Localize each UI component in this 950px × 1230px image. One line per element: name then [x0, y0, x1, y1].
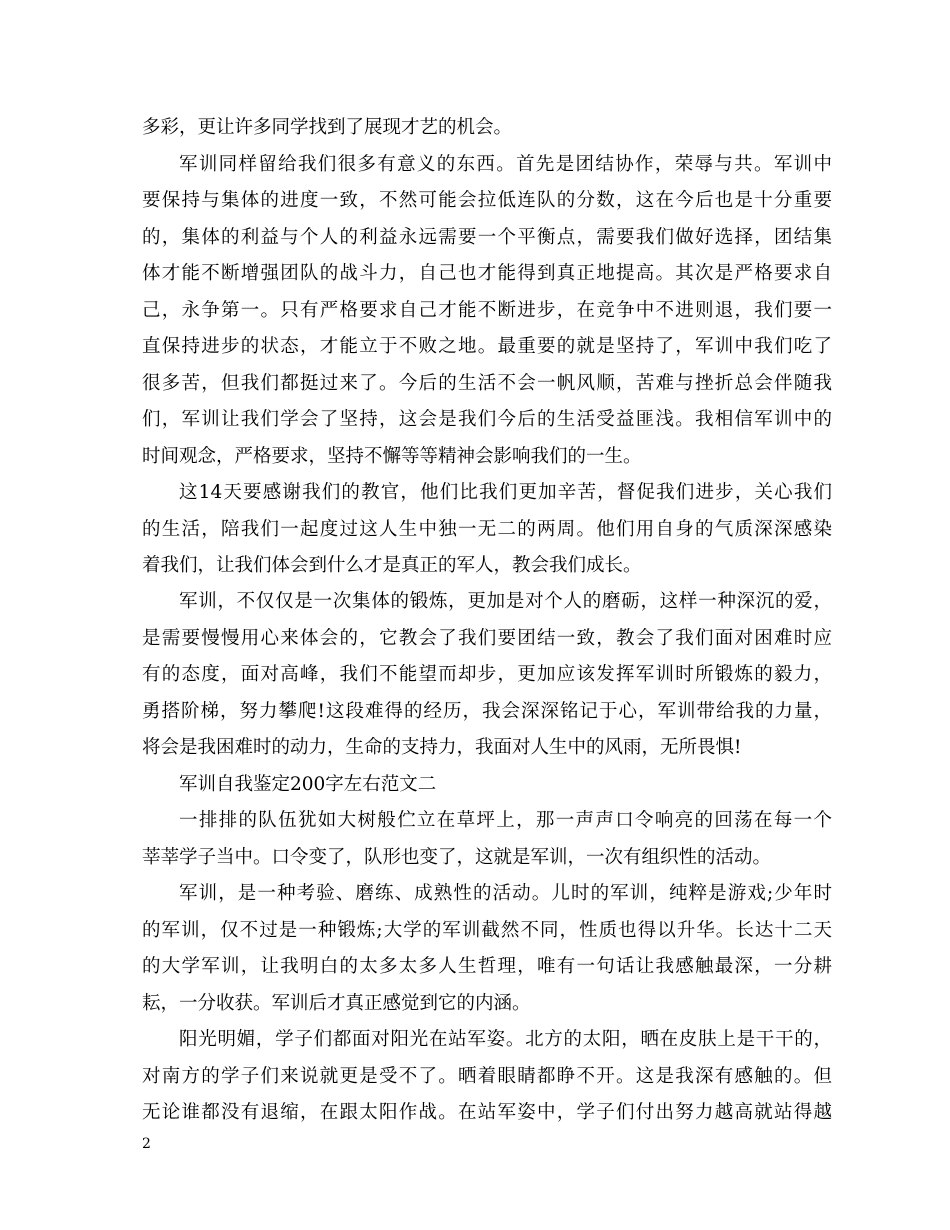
text-line: 的生活，陪我们一起度过这人生中独一无二的两周。他们用自身的气质深深感染: [142, 519, 832, 540]
text-line: 一排排的队伍犹如大树般伫立在草坪上，那一声声口令响亮的回荡在每一个: [179, 810, 832, 831]
text-line: 的大学军训，让我明白的太多太多人生哲理，唯有一句话让我感触最深，一分耕: [142, 956, 832, 977]
text-line: 体才能不断增强团队的战斗力，自己也才能得到真正地提高。其次是严格要求自: [142, 263, 832, 284]
text-line: 要保持与集体的进度一致，不然可能会拉低连队的分数，这在今后也是十分重要: [142, 190, 832, 211]
text-line: 是需要慢慢用心来体会的，它教会了我们要团结一致，教会了我们面对困难时应: [142, 628, 832, 649]
text-line: 无论谁都没有退缩，在跟太阳作战。在站军姿中，学子们付出努力越高就站得越: [142, 1102, 832, 1123]
text-line: 着我们，让我们体会到什么才是真正的军人，教会我们成长。: [142, 555, 642, 576]
text-line: 勇搭阶梯，努力攀爬!这段难得的经历，我会深深铭记于心，军训带给我的力量，: [142, 701, 832, 722]
text-line: 多彩，更让许多同学找到了展现才艺的机会。: [142, 117, 513, 138]
text-line: 有的态度，面对高峰，我们不能望而却步，更加应该发挥军训时所锻炼的毅力，: [142, 664, 832, 685]
text-line: 们，军训让我们学会了坚持，这会是我们今后的生活受益匪浅。我相信军训中的: [142, 409, 832, 430]
text-line: 己，永争第一。只有严格要求自己才能不断进步，在竞争中不进则退，我们要一: [142, 300, 832, 321]
text-line: 军训，不仅仅是一次集体的锻炼，更加是对个人的磨砺，这样一种深沉的爱，: [179, 591, 832, 612]
section-heading: 军训自我鉴定200字左右范文二: [179, 774, 437, 795]
text-line: 军训，是一种考验、磨练、成熟性的活动。儿时的军训，纯粹是游戏;少年时: [179, 883, 832, 904]
text-line: 阳光明媚，学子们都面对阳光在站军姿。北方的太阳，晒在皮肤上是干干的，: [179, 1029, 832, 1050]
text-line: 时间观念，严格要求，坚持不懈等等精神会影响我们的一生。: [142, 446, 642, 467]
page-number: 2: [142, 1136, 151, 1152]
text-line: 耘，一分收获。军训后才真正感觉到它的内涵。: [142, 993, 531, 1014]
text-line: 的，集体的利益与个人的利益永远需要一个平衡点，需要我们做好选择，团结集: [142, 227, 832, 248]
text-line: 将会是我困难时的动力，生命的支持力，我面对人生中的风雨，无所畏惧!: [142, 737, 742, 758]
text-line: 军训同样留给我们很多有意义的东西。首先是团结协作，荣辱与共。军训中: [179, 154, 832, 175]
text-line: 这14天要感谢我们的教官，他们比我们更加辛苦，督促我们进步，关心我们: [179, 482, 832, 503]
text-line: 对南方的学子们来说就更是受不了。晒着眼睛都睁不开。这是我深有感触的。但: [142, 1066, 832, 1087]
text-line: 的军训，仅不过是一种锻炼;大学的军训截然不同，性质也得以升华。长达十二天: [142, 920, 832, 941]
text-line: 很多苦，但我们都挺过来了。今后的生活不会一帆风顺，苦难与挫折总会伴随我: [142, 373, 832, 394]
text-line: 莘莘学子当中。口令变了，队形也变了，这就是军训，一次有组织性的活动。: [142, 847, 772, 868]
text-line: 直保持进步的状态，才能立于不败之地。最重要的就是坚持了，军训中我们吃了: [142, 336, 832, 357]
